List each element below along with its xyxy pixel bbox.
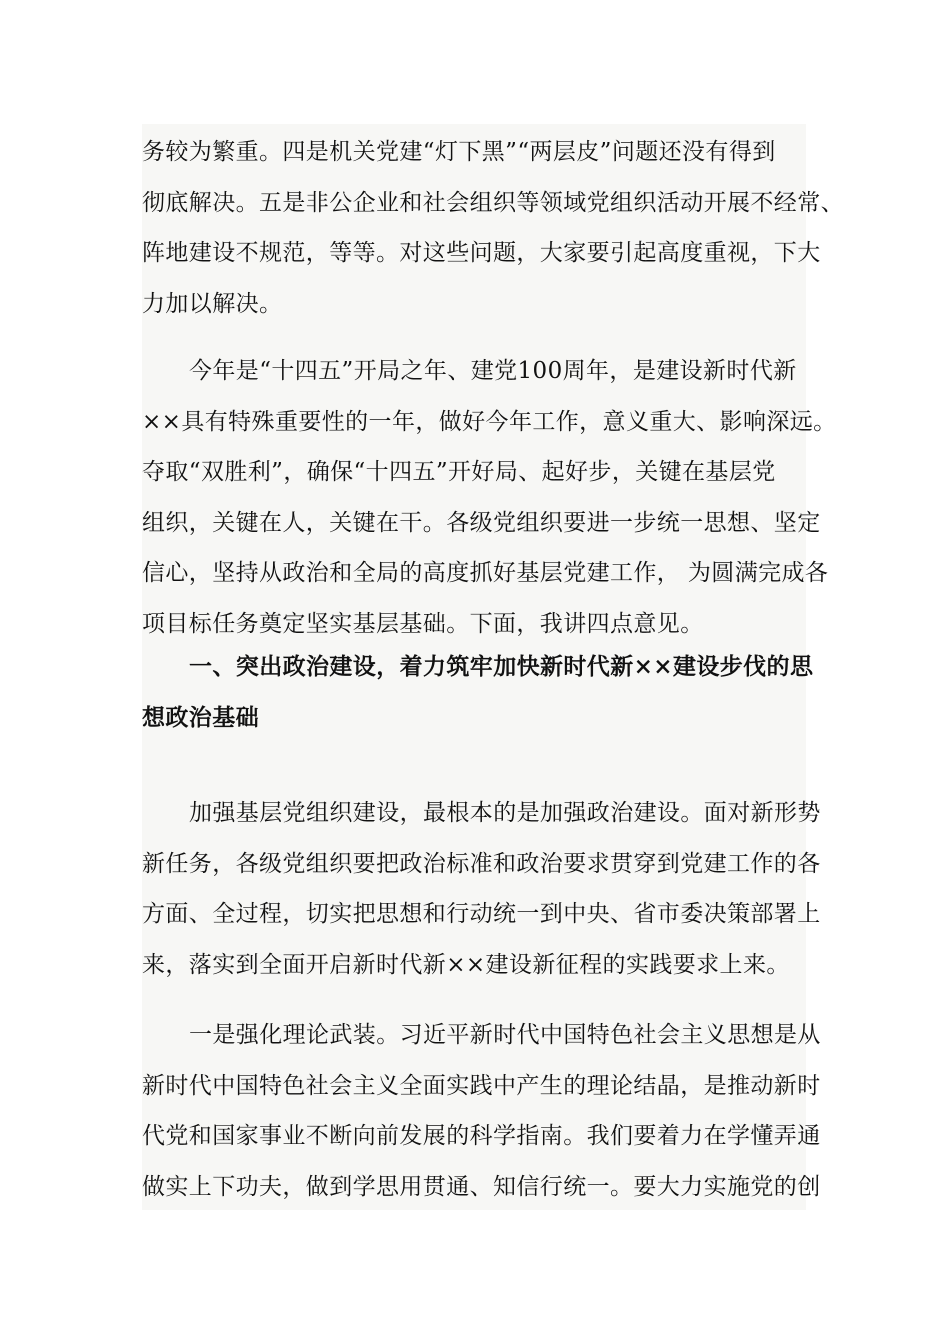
paragraph-this-year	[142, 346, 842, 649]
paragraph-line: 组织，关键在人，关键在干。各级党组织要进一步统一思想、坚定	[142, 509, 821, 536]
paragraph-line: 方面、全过程，切实把思想和行动统一到中央、省市委决策部署上	[142, 901, 821, 927]
paragraph-line: 项目标任务奠定坚实基层基础。下面，我讲四点意见。	[142, 610, 704, 637]
paragraph-line: 今年是“十四五”开局之年、建党100周年，是建设新时代新	[189, 358, 797, 384]
paragraph-line: 来，落实到全面开启新时代新××建设新征程的实践要求上来。	[142, 951, 790, 978]
paragraph-line: 代党和国家事业不断向前发展的科学指南。我们要着力在学懂弄通	[142, 1123, 821, 1149]
paragraph-line: 力加以解决。	[142, 290, 283, 317]
heading-line: 一、突出政治建设，着力筑牢加快新时代新××建设步伐的思	[189, 653, 814, 680]
paragraph-line: ××具有特殊重要性的一年，做好今年工作，意义重大、影响深远。	[142, 408, 837, 435]
section-heading-one	[142, 642, 842, 743]
paragraph-line: 阵地建设不规范，等等。对这些问题，大家要引起高度重视，下大	[142, 240, 821, 266]
paragraph-line: 彻底解决。五是非公企业和社会组织等领域党组织活动开展不经常、	[142, 189, 844, 216]
paragraph-line: 新时代中国特色社会主义全面实践中产生的理论结晶，是推动新时	[142, 1072, 821, 1099]
paragraph-issues-continued	[142, 127, 842, 329]
document-page	[142, 124, 844, 1210]
paragraph-line: 新任务，各级党组织要把政治标准和政治要求贯穿到党建工作的各	[142, 850, 821, 877]
paragraph-line: 信心，坚持从政治和全局的高度抓好基层党建工作， 为圆满完成各	[142, 560, 829, 586]
paragraph-line: 一是强化理论武装。习近平新时代中国特色社会主义思想是从	[189, 1022, 821, 1048]
paragraph-line: 加强基层党组织建设，最根本的是加强政治建设。面对新形势	[189, 800, 821, 826]
paragraph-line: 务较为繁重。四是机关党建“灯下黑”“两层皮”问题还没有得到	[142, 139, 776, 165]
heading-line: 想政治基础	[142, 703, 259, 731]
paragraph-line: 做实上下功夫，做到学思用贯通、知信行统一。要大力实施党的创	[142, 1173, 821, 1200]
paragraph-political-building	[142, 788, 842, 990]
paragraph-line: 夺取“双胜利”，确保“十四五”开好局、起好步，关键在基层党	[142, 459, 776, 485]
paragraph-theory-study	[142, 1010, 842, 1212]
